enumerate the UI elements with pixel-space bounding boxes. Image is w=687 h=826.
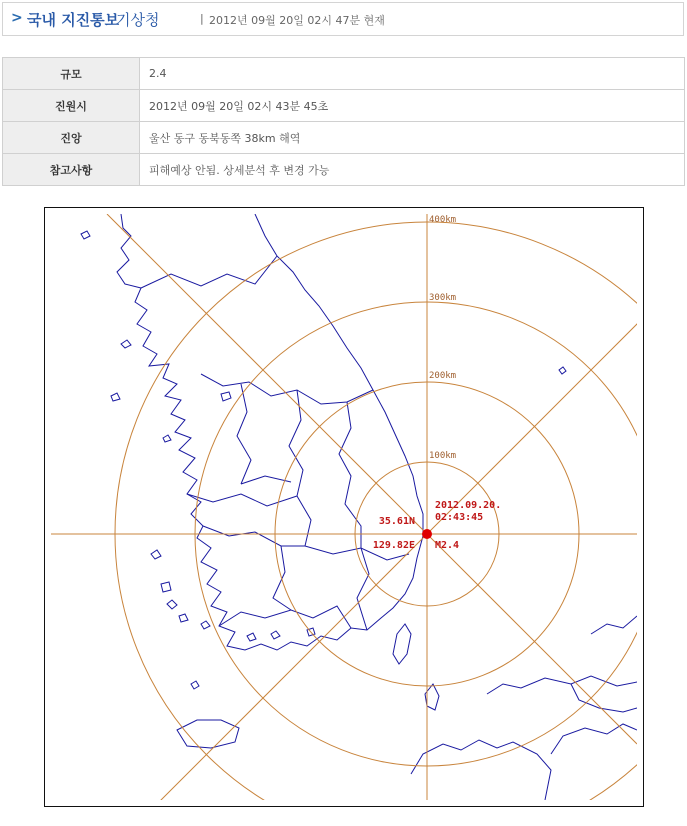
bulletin-header bbox=[2, 2, 684, 36]
origin-time-value: 2012년 09월 20일 02시 43분 45초 bbox=[140, 90, 685, 122]
remarks-value: 피해예상 안됨. 상세분석 후 변경 가능 bbox=[140, 154, 685, 186]
agency-name: 기상청 bbox=[116, 11, 160, 29]
range-label-300km: 300km bbox=[429, 293, 457, 303]
table-row bbox=[3, 122, 685, 154]
page-title: 국내 지진통보 bbox=[27, 11, 120, 29]
chevron-right-icon: > bbox=[11, 10, 23, 26]
remarks-label: 참고사항 bbox=[3, 154, 140, 186]
epicenter-label: 진앙 bbox=[3, 122, 140, 154]
table-row bbox=[3, 90, 685, 122]
map-canvas bbox=[51, 214, 637, 800]
epicenter-date: 2012.09.20. bbox=[435, 500, 502, 511]
magnitude-label: 규모 bbox=[3, 58, 140, 90]
epicenter-latitude: 35.61N bbox=[378, 516, 415, 527]
table-row bbox=[3, 154, 685, 186]
origin-time-label: 진원시 bbox=[3, 90, 140, 122]
epicenter-magnitude: M2.4 bbox=[435, 540, 460, 551]
header-separator: | bbox=[200, 12, 204, 25]
coastline bbox=[81, 214, 637, 800]
epicenter-value: 울산 동구 동북동쪽 38km 해역 bbox=[140, 122, 685, 154]
range-rings bbox=[51, 214, 637, 800]
range-label-200km: 200km bbox=[429, 371, 457, 381]
table-row bbox=[3, 58, 685, 90]
range-label-400km: 400km bbox=[429, 215, 457, 225]
epicenter-longitude: 129.82E bbox=[372, 540, 415, 551]
epicenter-time: 02:43:45 bbox=[435, 512, 484, 523]
magnitude-value: 2.4 bbox=[140, 58, 685, 90]
range-label-100km: 100km bbox=[429, 451, 457, 461]
issued-timestamp: 2012년 09월 20일 02시 47분 현재 bbox=[209, 14, 385, 27]
earthquake-details-table bbox=[2, 57, 685, 186]
epicenter-marker bbox=[422, 529, 432, 539]
epicenter-map bbox=[44, 207, 644, 807]
